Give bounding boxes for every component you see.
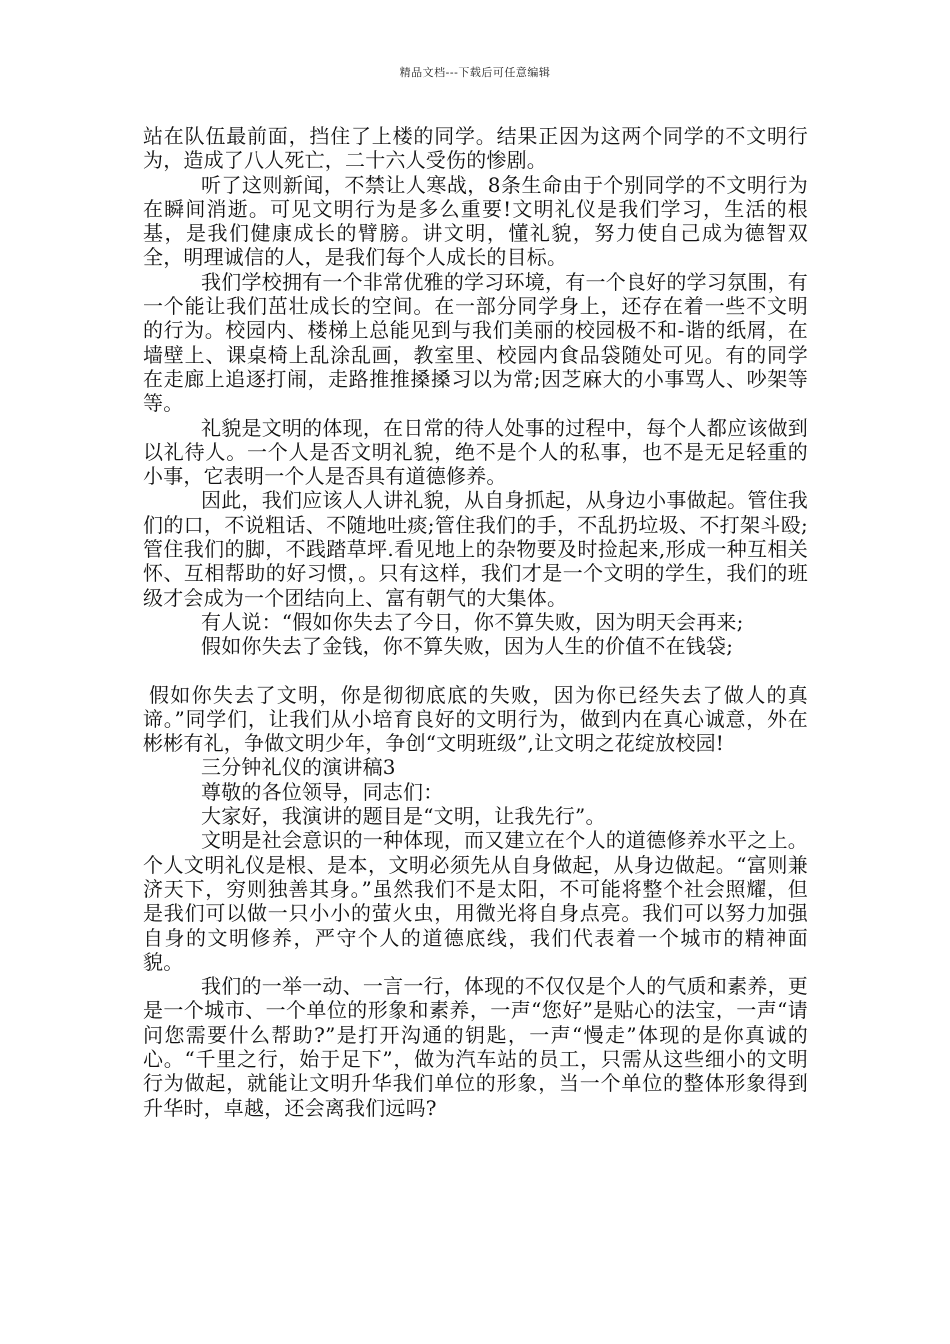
greeting: 大家好，我演讲的题目是“文明，让我先行”。 (201, 804, 606, 829)
quote-line: 有人说：“假如你失去了今日，你不算失败，因为明天会再来; (201, 609, 744, 634)
paragraph: 假如你失去了文明，你是彻彻底底的失败，因为你已经失去了做人的真谛。”同学们，让我们从小培育良好的文明行为，做到内在真心诚意，外在彬彬有礼，争做文明少年，争创“文明班级”,让文明之花绽放校园! (143, 682, 808, 756)
paragraph: 听了这则新闻，不禁让人寒战，8条生命由于个别同学的不文明行为在瞬间消逝。可见文明行为是多么重要!文明礼仪是我们学习，生活的根基，是我们健康成长的臂膀。讲文明，懂礼貌，努力使自己成为德智双全，明理诚信的人，是我们每个人成长的目标。 (143, 172, 808, 270)
paragraph: 我们的一举一动、一言一行，体现的不仅仅是个人的气质和素养，更是一个城市、一个单位的形象和素养，一声“您好”是贴心的法宝，一声“请问您需要什么帮助?”是打开沟通的钥匙，一声“慢走”体现的是你真诚的心。“千里之行，始于足下”，做为汽车站的员工，只需从这些细小的文明行为做起，就能让文明升华我们单位的形象，当一个单位的整体形象得到升华时，卓越，还会离我们远吗? (143, 974, 808, 1120)
paragraph: 礼貌是文明的体现，在日常的待人处事的过程中，每个人都应该做到以礼待人。一个人是否文明礼貌，绝不是个人的私事，也不是无足轻重的小事，它表明一个人是否具有道德修养。 (143, 415, 808, 489)
quote-line: 假如你失去了金钱，你不算失败，因为人生的价值不在钱袋; (201, 634, 734, 659)
document-body (143, 124, 808, 1120)
page-header: 精品文档---下载后可任意编辑 (399, 66, 551, 79)
paragraph: 文明是社会意识的一种体现，而又建立在个人的道德修养水平之上。个人文明礼仪是根、是本，文明必须先从自身做起，从身边做起。“富则兼济天下，穷则独善其身。”虽然我们不是太阳，不可能将整个社会照耀，但是我们可以做一只小小的萤火虫，用微光将自身点亮。我们可以努力加强自身的文明修养，严守个人的道德底线，我们代表着一个城市的精神面貌。 (143, 828, 808, 974)
paragraph-continued: 站在队伍最前面，挡住了上楼的同学。结果正因为这两个同学的不文明行为，造成了八人死亡，二十六人受伤的惨剧。 (143, 124, 808, 173)
section-title: 三分钟礼仪的演讲稿3 (201, 755, 396, 780)
salutation: 尊敬的各位领导，同志们： (201, 779, 444, 804)
paragraph: 我们学校拥有一个非常优雅的学习环境，有一个良好的学习氛围，有一个能让我们茁壮成长的空间。在一部分同学身上，还存在着一些不文明的行为。校园内、楼梯上总能见到与我们美丽的校园极不和-谐的纸屑，在墙壁上、课桌椅上乱涂乱画，教室里、校园内食品袋随处可见。有的同学在走廊上追逐打闹，走路推推搡搡习以为常;因芝麻大的小事骂人、吵架等等。 (143, 269, 808, 416)
paragraph: 因此，我们应该人人讲礼貌，从自身抓起，从身边小事做起。管住我们的口，不说粗话、不随地吐痰;管住我们的手，不乱扔垃圾、不打架斗殴;管住我们的脚，不践踏草坪.看见地上的杂物要及时捡起来,形成一种互相关怀、互相帮助的好习惯，。只有这样，我们才是一个文明的学生，我们的班级才会成为一个团结向上、富有朝气的大集体。 (143, 488, 808, 610)
blank-line (143, 659, 808, 683)
